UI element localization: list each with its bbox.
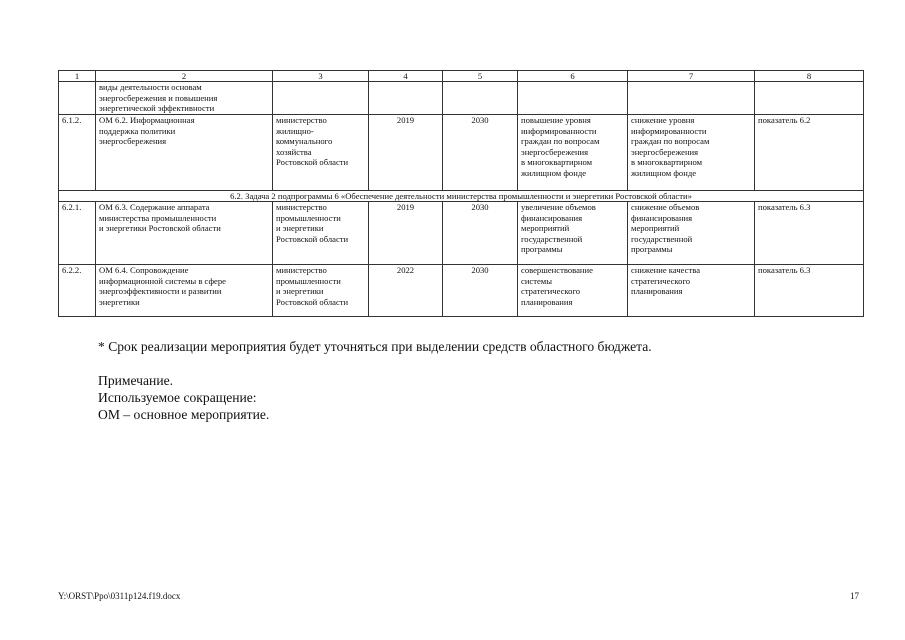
header-col-2: 2 [96, 71, 273, 82]
header-col-5: 5 [443, 71, 518, 82]
expected-result: увеличение объемов финансирования мероприятий государственной программы [521, 202, 596, 255]
table-header-row [59, 71, 864, 82]
measure-name: ОМ 6.2. Информационная поддержка политики энергосбережения [99, 115, 195, 147]
consequences: снижение объемов финансирования мероприятий государственной программы [631, 202, 700, 255]
table-row [59, 115, 864, 191]
header-col-3: 3 [273, 71, 369, 82]
section-row [59, 191, 864, 202]
executor: министерство промышленности и энергетики Ростовской области [276, 202, 349, 244]
header-col-1: 1 [59, 71, 96, 82]
header-col-6: 6 [518, 71, 628, 82]
indicator-link: показатель 6.3 [755, 265, 864, 317]
indicator-link: показатель 6.3 [755, 202, 864, 265]
abbreviation-title: Используемое сокращение: [98, 390, 257, 405]
abbreviation-om: ОМ – основное мероприятие. [98, 407, 270, 422]
measure-name: ОМ 6.3. Содержание аппарата министерства промышленности и энергетики Ростовской области [99, 202, 221, 234]
expected-result: совершенствование системы стратегического планирования [521, 265, 593, 307]
header-col-7: 7 [628, 71, 755, 82]
start-year: 2019 [369, 115, 443, 191]
row-number: 6.1.2. [59, 115, 96, 191]
start-year: 2022 [369, 265, 443, 317]
row-number: 6.2.1. [59, 202, 96, 265]
measures-table [58, 70, 864, 317]
expected-result: повышение уровня информированности граждан по вопросам энергосбережения в многоквартирном жилищном фонде [521, 115, 600, 178]
measure-name: ОМ 6.4. Сопровождение информационной системы в сфере энергоэффективности и развитии энергетики [99, 265, 226, 307]
file-path: Y:\ORST\Ppo\0311p124.f19.docx [58, 591, 181, 601]
consequences: снижение качества стратегического планирования [631, 265, 701, 297]
table-row [59, 265, 864, 317]
end-year: 2030 [443, 202, 518, 265]
table-row [59, 82, 864, 115]
executor: министерство жилищно- коммунального хозяйства Ростовской области [276, 115, 349, 168]
executor: министерство промышленности и энергетики Ростовской области [276, 265, 349, 307]
start-year: 2019 [369, 202, 443, 265]
notes-block [98, 338, 652, 423]
indicator-link: показатель 6.2 [755, 115, 864, 191]
page-number: 17 [850, 591, 859, 601]
end-year: 2030 [443, 115, 518, 191]
note-title: Примечание. [98, 373, 174, 388]
footnote: * Срок реализации мероприятия будет уточняться при выделении средств областного бюджета. [98, 339, 652, 354]
consequences: снижение уровня информированности граждан по вопросам энергосбережения в многоквартирном жилищном фонде [631, 115, 710, 178]
section-title: 6.2. Задача 2 подпрограммы 6 «Обеспечение деятельности министерства промышленности и энергетики Ростовской области» [59, 191, 864, 202]
header-col-8: 8 [755, 71, 864, 82]
measure-name: виды деятельности основам энергосбережения и повышения энергетической эффективности [99, 82, 218, 114]
row-number: 6.2.2. [59, 265, 96, 317]
table-row [59, 202, 864, 265]
header-col-4: 4 [369, 71, 443, 82]
end-year: 2030 [443, 265, 518, 317]
